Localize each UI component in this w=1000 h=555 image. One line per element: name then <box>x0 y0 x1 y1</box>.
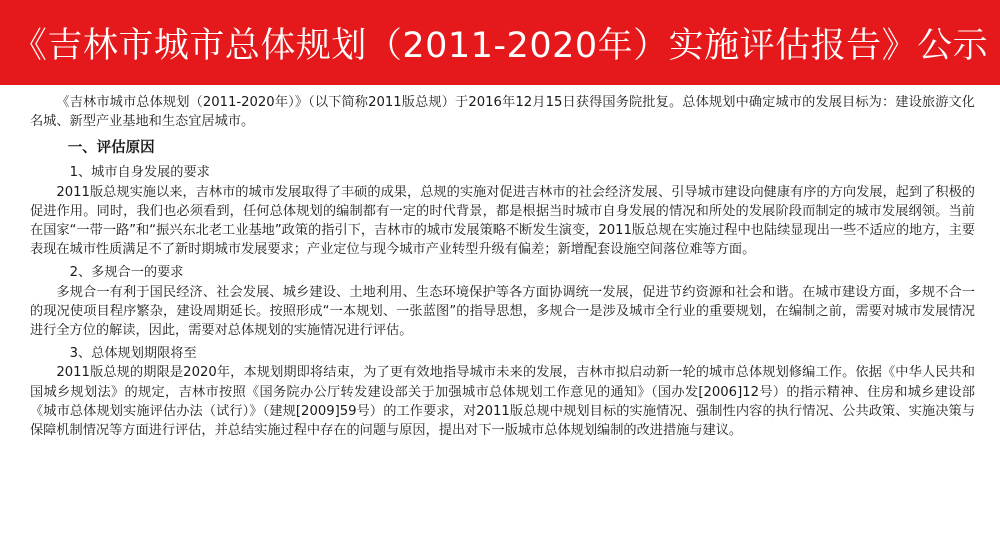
document-body <box>30 93 975 442</box>
reason-title: 3、总体规划期限将至 <box>69 346 197 362</box>
reason-body: 2011版总规实施以来，吉林市的城市发展取得了丰硕的成果，总规的实施对促进吉林市的社会经济发展、引导城市建设向健康有序的方向发展，起到了积极的促进作用。同时，我们也必须看到，任何总体规划的编制都有一定的时代背景，都是根据当时城市自身发展的情况和所处的发展阶段而制定的城市发展纲领。当前在国家“一带一路”和“振兴东北老工业基地”政策的指引下，吉林市的城市发展策略不断发生演变，2011版总规在实施过程中也陆续显现出一些不适应的地方，主要表现在城市性质满足不了新时期城市发展要求；产业定位与现今城市产业转型升级有偏差；新增配套设施空间落位难等方面。 <box>30 184 975 258</box>
reason-title: 2、多规合一的要求 <box>69 265 184 281</box>
reason-block-1 <box>30 163 975 259</box>
reason-body: 2011版总规的期限是2020年，本规划期即将结束，为了更有效地指导城市未来的发展，吉林市拟启动新一轮的城市总体规划修编工作。依据《中华人民共和国城乡规划法》的规定，吉林市按照《国务院办公厅转发建设部关于加强城市总体规划工作意见的通知》（国办发[2006]12号）的指示精神、住房和城乡建设部《城市总体规划实施评估办法（试行）》（建规[2009]59号）的工作要求，对2011版总规中规划目标的实施情况、强制性内容的执行情况、公共政策、实施决策与保障机制情况等方面进行评估，并总结实施过程中存在的问题与原因，提出对下一版城市总体规划编制的改进措施与建议。 <box>30 365 975 439</box>
reason-title: 1、城市自身发展的要求 <box>69 165 210 181</box>
section-heading: 一、评估原因 <box>67 140 155 157</box>
title-banner <box>0 0 1000 85</box>
reason-body: 多规合一有利于国民经济、社会发展、城乡建设、土地利用、生态环境保护等各方面协调统一发展，促进节约资源和社会和谐。在城市建设方面，多规不合一的现况使项目程序繁杂，建设周期延长。按照形成“一本规划、一张蓝图”的指导思想，多规合一是涉及城市全行业的重要规划，在编制之前，需要对城市发展情况进行全方位的解读，因此，需要对总体规划的实施情况进行评估。 <box>30 284 975 339</box>
intro-paragraph: 《吉林市城市总体规划（2011-2020年）》（以下简称2011版总规）于2016年12月15日获得国务院批复。总体规划中确定城市的发展目标为：建设旅游文化名城、新型产业基地和生态宜居城市。 <box>30 95 975 130</box>
reason-block-3 <box>30 344 975 440</box>
reason-block-2 <box>30 263 975 340</box>
page-title: 《吉林市城市总体规划（2011-2020年）实施评估报告》公示 <box>11 25 989 66</box>
